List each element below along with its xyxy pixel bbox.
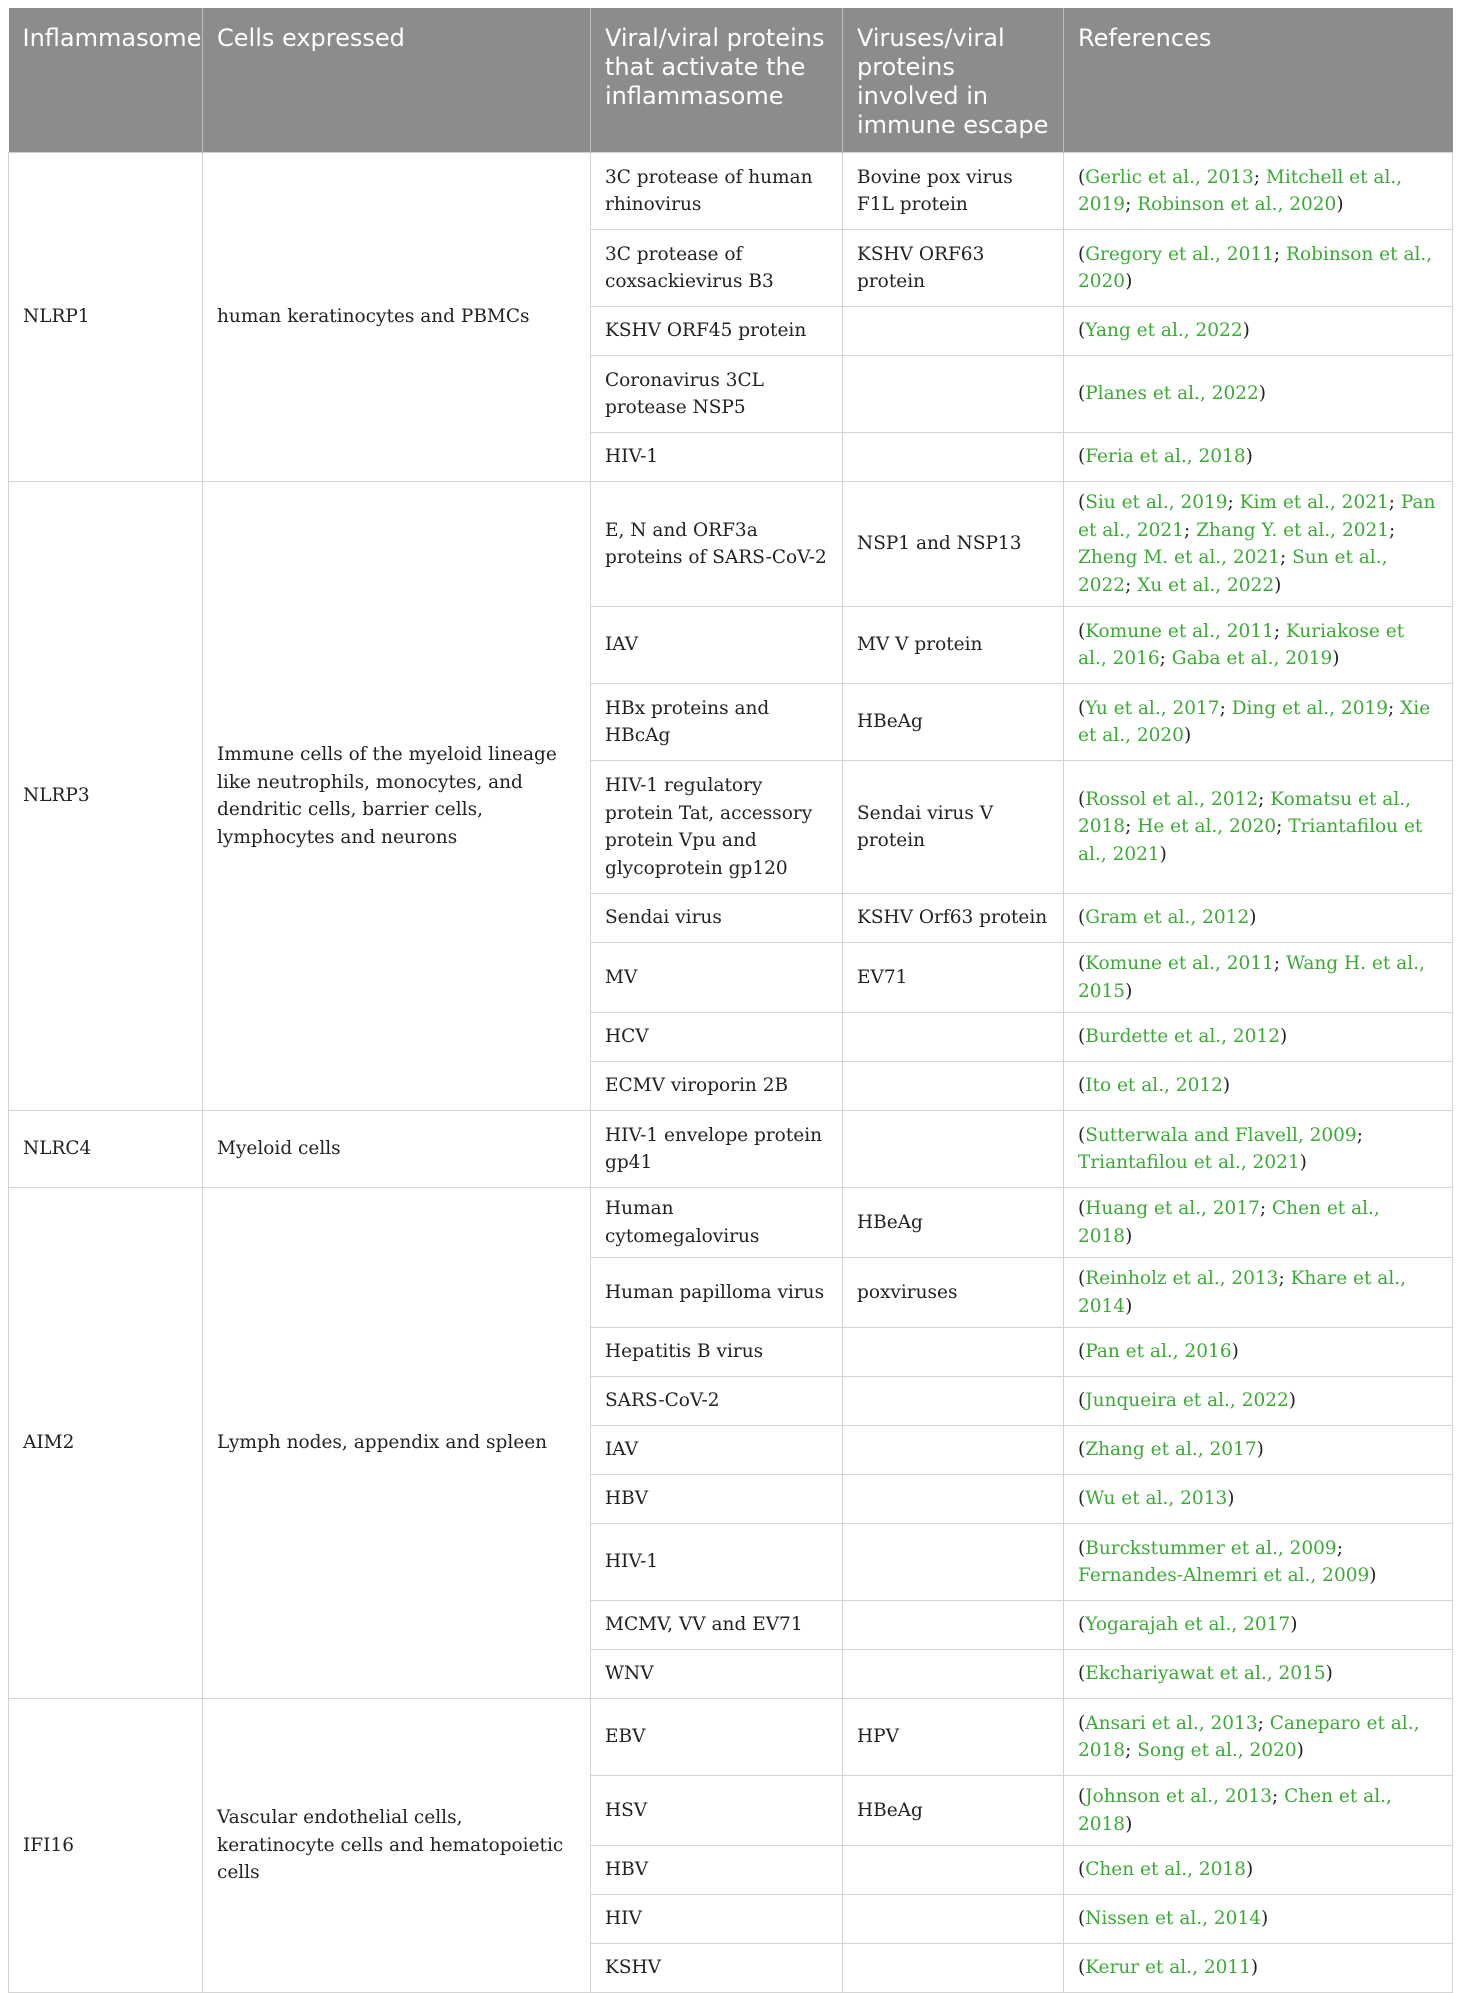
references-cell: (Ito et al., 2012) — [1064, 1062, 1453, 1111]
reference-link[interactable]: Ding et al., 2019 — [1231, 697, 1389, 719]
references-cell: (Yu et al., 2017; Ding et al., 2019; Xie et al., 2020) — [1064, 684, 1453, 761]
reference-link[interactable]: Triantafilou et al., 2021 — [1078, 816, 1423, 865]
activating-protein: IAV — [591, 1426, 843, 1475]
reference-link[interactable]: Johnson et al., 2013 — [1085, 1786, 1272, 1807]
activating-protein: HBV — [591, 1475, 843, 1524]
activating-protein: Human papilloma virus — [591, 1258, 843, 1328]
escape-protein — [843, 1650, 1064, 1699]
escape-protein — [843, 1846, 1064, 1895]
reference-link[interactable]: Feria et al., 2018 — [1085, 446, 1246, 468]
escape-protein — [843, 1426, 1064, 1475]
escape-protein — [843, 1895, 1064, 1944]
escape-protein: Bovine pox virus F1L protein — [843, 153, 1064, 230]
reference-link[interactable]: Mitchell et al., 2019 — [1078, 166, 1403, 215]
reference-link[interactable]: Yu et al., 2017 — [1085, 697, 1220, 719]
reference-link[interactable]: Zhang et al., 2017 — [1085, 1439, 1257, 1461]
activating-protein: HIV-1 regulatory protein Tat, accessory protein Vpu and glycoprotein gp120 — [591, 761, 843, 894]
activating-protein: Hepatitis B virus — [591, 1328, 843, 1377]
reference-link[interactable]: Ekchariyawat et al., 2015 — [1085, 1663, 1326, 1685]
reference-link[interactable]: Chen et al., 2018 — [1078, 1198, 1380, 1247]
escape-protein — [843, 1062, 1064, 1111]
reference-link[interactable]: Siu et al., 2019 — [1085, 492, 1228, 513]
references-cell: (Zhang et al., 2017) — [1064, 1426, 1453, 1475]
escape-protein — [843, 1475, 1064, 1524]
cells-expressed: Myeloid cells — [203, 1111, 591, 1188]
escape-protein — [843, 356, 1064, 433]
reference-link[interactable]: Gerlic et al., 2013 — [1085, 166, 1254, 188]
references-cell: (Yogarajah et al., 2017) — [1064, 1601, 1453, 1650]
reference-link[interactable]: Komatsu et al., 2018 — [1078, 788, 1412, 838]
header-references: References — [1064, 8, 1453, 153]
escape-protein: NSP1 and NSP13 — [843, 482, 1064, 607]
escape-protein: MV V protein — [843, 607, 1064, 684]
activating-protein: 3C protease of coxsackievirus B3 — [591, 230, 843, 307]
activating-protein: KSHV — [591, 1944, 843, 1993]
references-cell: (Chen et al., 2018) — [1064, 1846, 1453, 1895]
reference-link[interactable]: Ansari et al., 2013 — [1085, 1712, 1258, 1734]
activating-protein: IAV — [591, 607, 843, 684]
activating-protein: HIV — [591, 1895, 843, 1944]
header-row — [9, 8, 1453, 153]
reference-link[interactable]: Nissen et al., 2014 — [1085, 1908, 1261, 1930]
activating-protein: MV — [591, 943, 843, 1013]
reference-link[interactable]: Huang et al., 2017 — [1085, 1198, 1260, 1219]
reference-link[interactable]: Triantafilou et al., 2021 — [1078, 1152, 1300, 1173]
reference-link[interactable]: Chen et al., 2018 — [1085, 1859, 1246, 1881]
reference-link[interactable]: Kuriakose et al., 2016 — [1078, 620, 1405, 669]
activating-protein: HBx proteins and HBcAg — [591, 684, 843, 761]
reference-link[interactable]: Gram et al., 2012 — [1085, 907, 1250, 929]
reference-link[interactable]: Caneparo et al., 2018 — [1078, 1712, 1420, 1761]
references-cell: (Burckstummer et al., 2009; Fernandes-Alnemri et al., 2009) — [1064, 1524, 1453, 1601]
table-row — [9, 1699, 1453, 1776]
reference-link[interactable]: Burckstummer et al., 2009 — [1085, 1537, 1337, 1559]
reference-link[interactable]: Komune et al., 2011 — [1085, 620, 1274, 642]
references-cell: (Komune et al., 2011; Kuriakose et al., 2016; Gaba et al., 2019) — [1064, 607, 1453, 684]
reference-link[interactable]: Wu et al., 2013 — [1085, 1488, 1228, 1510]
escape-protein: Sendai virus V protein — [843, 761, 1064, 894]
inflammasome-name: AIM2 — [9, 1188, 203, 1699]
references-cell: (Sutterwala and Flavell, 2009; Triantafilou et al., 2021) — [1064, 1111, 1453, 1188]
references-cell: (Gregory et al., 2011; Robinson et al., 2020) — [1064, 230, 1453, 307]
escape-protein — [843, 307, 1064, 356]
reference-link[interactable]: He et al., 2020 — [1137, 816, 1277, 838]
reference-link[interactable]: Sun et al., 2022 — [1078, 547, 1388, 596]
references-cell: (Nissen et al., 2014) — [1064, 1895, 1453, 1944]
references-cell: (Gram et al., 2012) — [1064, 894, 1453, 943]
reference-link[interactable]: Xu et al., 2022 — [1137, 574, 1275, 596]
reference-link[interactable]: Kerur et al., 2011 — [1085, 1957, 1251, 1979]
reference-link[interactable]: Pan et al., 2016 — [1085, 1341, 1232, 1363]
reference-link[interactable]: Komune et al., 2011 — [1085, 953, 1274, 974]
table-row — [9, 482, 1453, 607]
reference-link[interactable]: Junqueira et al., 2022 — [1085, 1390, 1289, 1412]
references-cell: (Reinholz et al., 2013; Khare et al., 2014) — [1064, 1258, 1453, 1328]
activating-protein: MCMV, VV and EV71 — [591, 1601, 843, 1650]
escape-protein — [843, 1601, 1064, 1650]
reference-link[interactable]: Burdette et al., 2012 — [1085, 1026, 1280, 1048]
references-cell: (Yang et al., 2022) — [1064, 307, 1453, 356]
cells-expressed: human keratinocytes and PBMCs — [203, 153, 591, 482]
escape-protein: poxviruses — [843, 1258, 1064, 1328]
inflammasome-name: NLRP3 — [9, 482, 203, 1111]
cells-expressed: Immune cells of the myeloid lineage like neutrophils, monocytes, and dendritic cells, barrier cells, lymphocytes and neurons — [203, 482, 591, 1111]
cells-expressed: Lymph nodes, appendix and spleen — [203, 1188, 591, 1699]
activating-protein: Coronavirus 3CL protease NSP5 — [591, 356, 843, 433]
references-cell: (Wu et al., 2013) — [1064, 1475, 1453, 1524]
references-cell: (Junqueira et al., 2022) — [1064, 1377, 1453, 1426]
inflammasome-table — [8, 8, 1453, 1993]
reference-link[interactable]: Chen et al., 2018 — [1078, 1786, 1392, 1835]
inflammasome-name: NLRP1 — [9, 153, 203, 482]
reference-link[interactable]: Yang et al., 2022 — [1085, 320, 1243, 342]
cells-expressed: Vascular endothelial cells, keratinocyte cells and hematopoietic cells — [203, 1699, 591, 1993]
reference-link[interactable]: Pan et al., 2021 — [1078, 492, 1436, 541]
table-row — [9, 1111, 1453, 1188]
escape-protein: KSHV ORF63 protein — [843, 230, 1064, 307]
references-cell: (Komune et al., 2011; Wang H. et al., 2015) — [1064, 943, 1453, 1013]
reference-link[interactable]: Robinson et al., 2020 — [1137, 194, 1337, 215]
table-row — [9, 1188, 1453, 1258]
references-cell: (Siu et al., 2019; Kim et al., 2021; Pan et al., 2021; Zhang Y. et al., 2021; Zheng M. et al., 2021; Sun et al., 2022; Xu et al., 2022) — [1064, 482, 1453, 607]
activating-protein: HCV — [591, 1013, 843, 1062]
escape-protein — [843, 433, 1064, 482]
references-cell: (Rossol et al., 2012; Komatsu et al., 2018; He et al., 2020; Triantafilou et al., 2021) — [1064, 761, 1453, 894]
references-cell: (Ansari et al., 2013; Caneparo et al., 2018; Song et al., 2020) — [1064, 1699, 1453, 1776]
activating-protein: SARS-CoV-2 — [591, 1377, 843, 1426]
reference-link[interactable]: Zhang Y. et al., 2021 — [1196, 519, 1390, 541]
references-cell: (Kerur et al., 2011) — [1064, 1944, 1453, 1993]
references-cell: (Burdette et al., 2012) — [1064, 1013, 1453, 1062]
header-cells-expressed: Cells expressed — [203, 8, 591, 153]
header-activating-proteins: Viral/viral proteins that activate the inflammasome — [591, 8, 843, 153]
inflammasome-name: IFI16 — [9, 1699, 203, 1993]
header-inflammasome: Inflammasome — [9, 8, 203, 153]
escape-protein: HBeAg — [843, 684, 1064, 761]
reference-link[interactable]: Kim et al., 2021 — [1239, 492, 1389, 513]
activating-protein: HBV — [591, 1846, 843, 1895]
escape-protein: HBeAg — [843, 1188, 1064, 1258]
reference-link[interactable]: Zheng M. et al., 2021 — [1078, 547, 1280, 568]
reference-link[interactable]: Song et al., 2020 — [1137, 1740, 1297, 1761]
reference-link[interactable]: Khare et al., 2014 — [1078, 1268, 1407, 1317]
table-body — [9, 153, 1453, 1993]
inflammasome-name: NLRC4 — [9, 1111, 203, 1188]
escape-protein: KSHV Orf63 protein — [843, 894, 1064, 943]
reference-link[interactable]: Gaba et al., 2019 — [1171, 648, 1333, 669]
activating-protein: HIV-1 — [591, 1524, 843, 1601]
activating-protein: HIV-1 — [591, 433, 843, 482]
reference-link[interactable]: Gregory et al., 2011 — [1085, 243, 1274, 265]
references-cell: (Johnson et al., 2013; Chen et al., 2018) — [1064, 1776, 1453, 1846]
reference-link[interactable]: Planes et al., 2022 — [1085, 383, 1259, 405]
table-row — [9, 153, 1453, 230]
activating-protein: WNV — [591, 1650, 843, 1699]
escape-protein: EV71 — [843, 943, 1064, 1013]
reference-link[interactable]: Yogarajah et al., 2017 — [1085, 1614, 1291, 1636]
activating-protein: 3C protease of human rhinovirus — [591, 153, 843, 230]
reference-link[interactable]: Xie et al., 2020 — [1078, 697, 1431, 746]
escape-protein — [843, 1377, 1064, 1426]
references-cell: (Planes et al., 2022) — [1064, 356, 1453, 433]
escape-protein — [843, 1328, 1064, 1377]
activating-protein: ECMV viroporin 2B — [591, 1062, 843, 1111]
escape-protein: HPV — [843, 1699, 1064, 1776]
escape-protein — [843, 1111, 1064, 1188]
activating-protein: HSV — [591, 1776, 843, 1846]
escape-protein — [843, 1013, 1064, 1062]
activating-protein: HIV-1 envelope protein gp41 — [591, 1111, 843, 1188]
header-escape-proteins: Viruses/viral proteins involved in immune escape — [843, 8, 1064, 153]
reference-link[interactable]: Robinson et al., 2020 — [1078, 243, 1433, 292]
escape-protein — [843, 1524, 1064, 1601]
references-cell: (Pan et al., 2016) — [1064, 1328, 1453, 1377]
reference-link[interactable]: Wang H. et al., 2015 — [1078, 953, 1425, 1002]
references-cell: (Huang et al., 2017; Chen et al., 2018) — [1064, 1188, 1453, 1258]
references-cell: (Feria et al., 2018) — [1064, 433, 1453, 482]
activating-protein: KSHV ORF45 protein — [591, 307, 843, 356]
activating-protein: Sendai virus — [591, 894, 843, 943]
reference-link[interactable]: Fernandes-Alnemri et al., 2009 — [1078, 1565, 1370, 1586]
activating-protein: E, N and ORF3a proteins of SARS-CoV-2 — [591, 482, 843, 607]
reference-link[interactable]: Reinholz et al., 2013 — [1085, 1268, 1279, 1289]
escape-protein — [843, 1944, 1064, 1993]
reference-link[interactable]: Ito et al., 2012 — [1085, 1075, 1223, 1097]
activating-protein: EBV — [591, 1699, 843, 1776]
reference-link[interactable]: Rossol et al., 2012 — [1085, 788, 1259, 810]
activating-protein: Human cytomegalovirus — [591, 1188, 843, 1258]
reference-link[interactable]: Sutterwala and Flavell, 2009 — [1085, 1124, 1357, 1146]
references-cell: (Ekchariyawat et al., 2015) — [1064, 1650, 1453, 1699]
references-cell: (Gerlic et al., 2013; Mitchell et al., 2019; Robinson et al., 2020) — [1064, 153, 1453, 230]
escape-protein: HBeAg — [843, 1776, 1064, 1846]
